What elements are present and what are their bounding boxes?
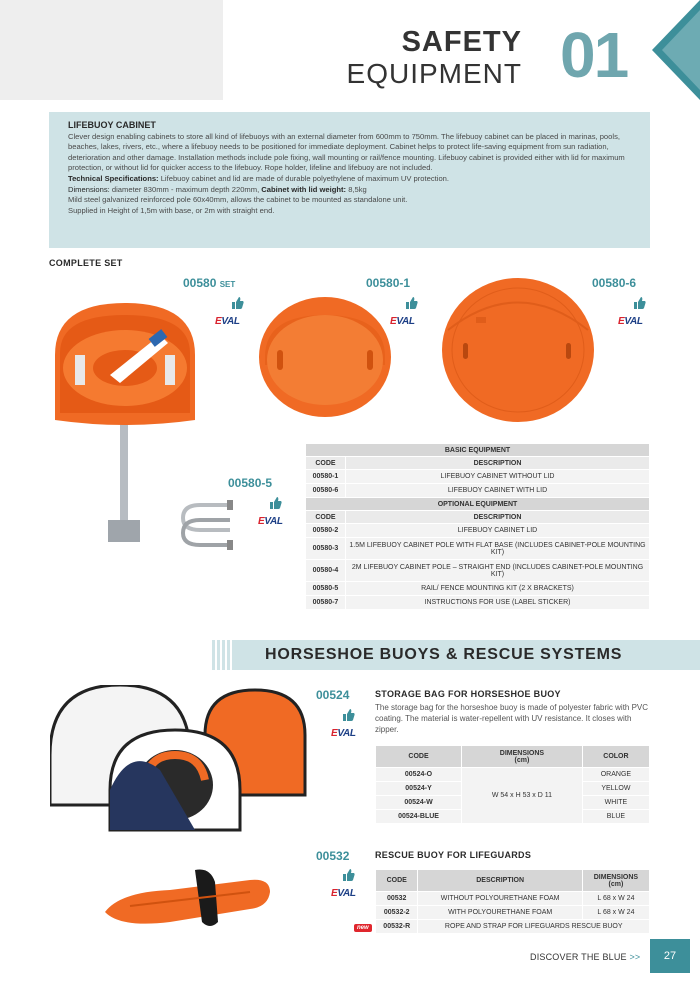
table-row: 00580-5 RAIL/ FENCE MOUNTING KIT (2 X BRACKETS) [306,582,650,596]
table-row: 00524-O W 54 x H 53 x D 11 ORANGE [376,768,650,782]
eval-logo: EVAL [390,316,415,327]
storage-bag-description: The storage bag for the horseshoe buoy is made of polyester fabric with PVC coating. The material is water-repellent with UV resistance. It closes with zipper. [375,703,649,734]
eval-logo: EVAL [618,316,643,327]
table-row: 00532-2 WITH POLYOURETHANE FOAM L 68 x W 24 [376,906,650,920]
table-row: 00580-6 LIFEBUOY CABINET WITH LID [306,484,650,498]
storage-bag-title: STORAGE BAG FOR HORSESHOE BUOY [375,689,561,699]
optional-equipment-header: OPTIONAL EQUIPMENT [306,498,650,511]
thumbs-up-icon [634,297,646,309]
footer-tagline: DISCOVER THE BLUE >> [530,952,641,962]
product-code-00580-1: 00580-1 [366,276,411,290]
intro-pole: Mild steel galvanized reinforced pole 60x40mm, allows the cabinet to be mounted as standalone unit. [68,195,408,205]
table-row: 00524-BLUE BLUE [376,810,650,824]
col-code: CODE [306,511,346,524]
cabinet-without-lid-image [255,295,395,420]
col-code: CODE [376,870,418,892]
page-title-line2: EQUIPMENT [346,58,522,89]
new-badge: new [354,924,372,932]
product-code-00580-6: 00580-6 [592,276,637,290]
intro-tech-spec: Technical Specifications: Lifebuoy cabinet and lid are made of durable polyethylene of maximum UV protection. [68,173,450,183]
table-row: 00524-Y YELLOW [376,782,650,796]
col-color: COLOR [582,746,649,768]
page-title-line1: SAFETY [401,26,522,58]
col-code: CODE [376,746,462,768]
table-row: 00580-3 1.5M LIFEBUOY CABINET POLE WITH FLAT BASE (INCLUDES CABINET-POLE MOUNTING KIT) [306,538,650,560]
col-code: CODE [306,457,346,470]
intro-height: Supplied in Height of 1,5m with base, or 2m with straight end. [68,205,275,215]
thumbs-up-icon [232,297,244,309]
product-code-00580: 00580 SET [183,276,236,290]
product-code-00524: 00524 [316,688,350,702]
cabinet-with-lid-image [438,275,598,425]
table-row: 00580-2 LIFEBUOY CABINET LID [306,524,650,538]
eval-logo: EVAL [331,728,356,739]
corner-arrow-decoration [652,0,700,100]
thumbs-up-icon [343,709,355,721]
lifebuoy-cabinet-intro [49,112,650,248]
storage-bag-table [375,745,650,824]
intro-body: Clever design enabling cabinets to store all kind of lifebuoys with an external diameter from 600mm to 750mm. The lifebuoy cabinet can be placed in marinas, pools, beaches, lakes, rivers, etc., where a lifebuoy needs to be positioned for immediate deployment. Cabinet helps to protect life-saving equipment from sun radiation, deterioration and other damage. Installation methods include pole fixing, wall mounting or rail/fence mounting. Lifebuoy cabinet is provided either with lid for maximum protection, or without lid for quicker access to the lifebuoy. Rope holder, lifeline and lifebuoy are not included. [68,131,625,173]
eval-logo: EVAL [331,888,356,899]
header-gray-block [0,0,223,100]
basic-equipment-header: BASIC EQUIPMENT [306,444,650,457]
table-row: 00580-7 INSTRUCTIONS FOR USE (LABEL STICKER) [306,596,650,610]
complete-set-label: COMPLETE SET [49,258,123,268]
col-description: DESCRIPTION [346,457,650,470]
bag-dimensions: W 54 x H 53 x D 11 [462,768,583,824]
eval-logo: EVAL [215,316,240,327]
table-row: 00532-R ROPE AND STRAP FOR LIFEGUARDS RESCUE BUOY [376,920,650,934]
eval-logo: EVAL [258,516,283,527]
thumbs-up-icon [270,497,282,509]
col-description: DESCRIPTION [346,511,650,524]
horseshoe-section-title: HORSESHOE BUOYS & RESCUE SYSTEMS [265,646,623,663]
table-row: 00524-W WHITE [376,796,650,810]
col-dimensions: DIMENSIONS (cm) [462,746,583,768]
thumbs-up-icon [406,297,418,309]
page-number: 27 [650,939,690,973]
rescue-buoy-table [375,869,650,934]
equipment-table [305,443,650,610]
col-description: DESCRIPTION [418,870,582,892]
table-row: 00580-1 LIFEBUOY CABINET WITHOUT LID [306,470,650,484]
storage-bags-image [50,685,312,835]
table-row: 00532 WITHOUT POLYOURETHANE FOAM L 68 x W 24 [376,892,650,906]
product-code-00580-5: 00580-5 [228,476,273,490]
rescue-buoy-title: RESCUE BUOY FOR LIFEGUARDS [375,850,532,860]
section-bars-decoration [212,640,232,670]
section-number: 01 [560,19,628,91]
rail-mounting-kit-image [175,490,245,560]
rescue-buoy-image [100,862,275,932]
intro-heading: LIFEBUOY CABINET [68,120,156,130]
product-code-00532: 00532 [316,849,350,863]
thumbs-up-icon [343,869,355,881]
col-dimensions: DIMENSIONS (cm) [582,870,649,892]
table-row: 00580-4 2M LIFEBUOY CABINET POLE – STRAIGHT END (INCLUDES CABINET-POLE MOUNTING KIT) [306,560,650,582]
intro-dimensions: Dimensions: diameter 830mm - maximum depth 220mm, Cabinet with lid weight: 8,5kg [68,184,367,194]
